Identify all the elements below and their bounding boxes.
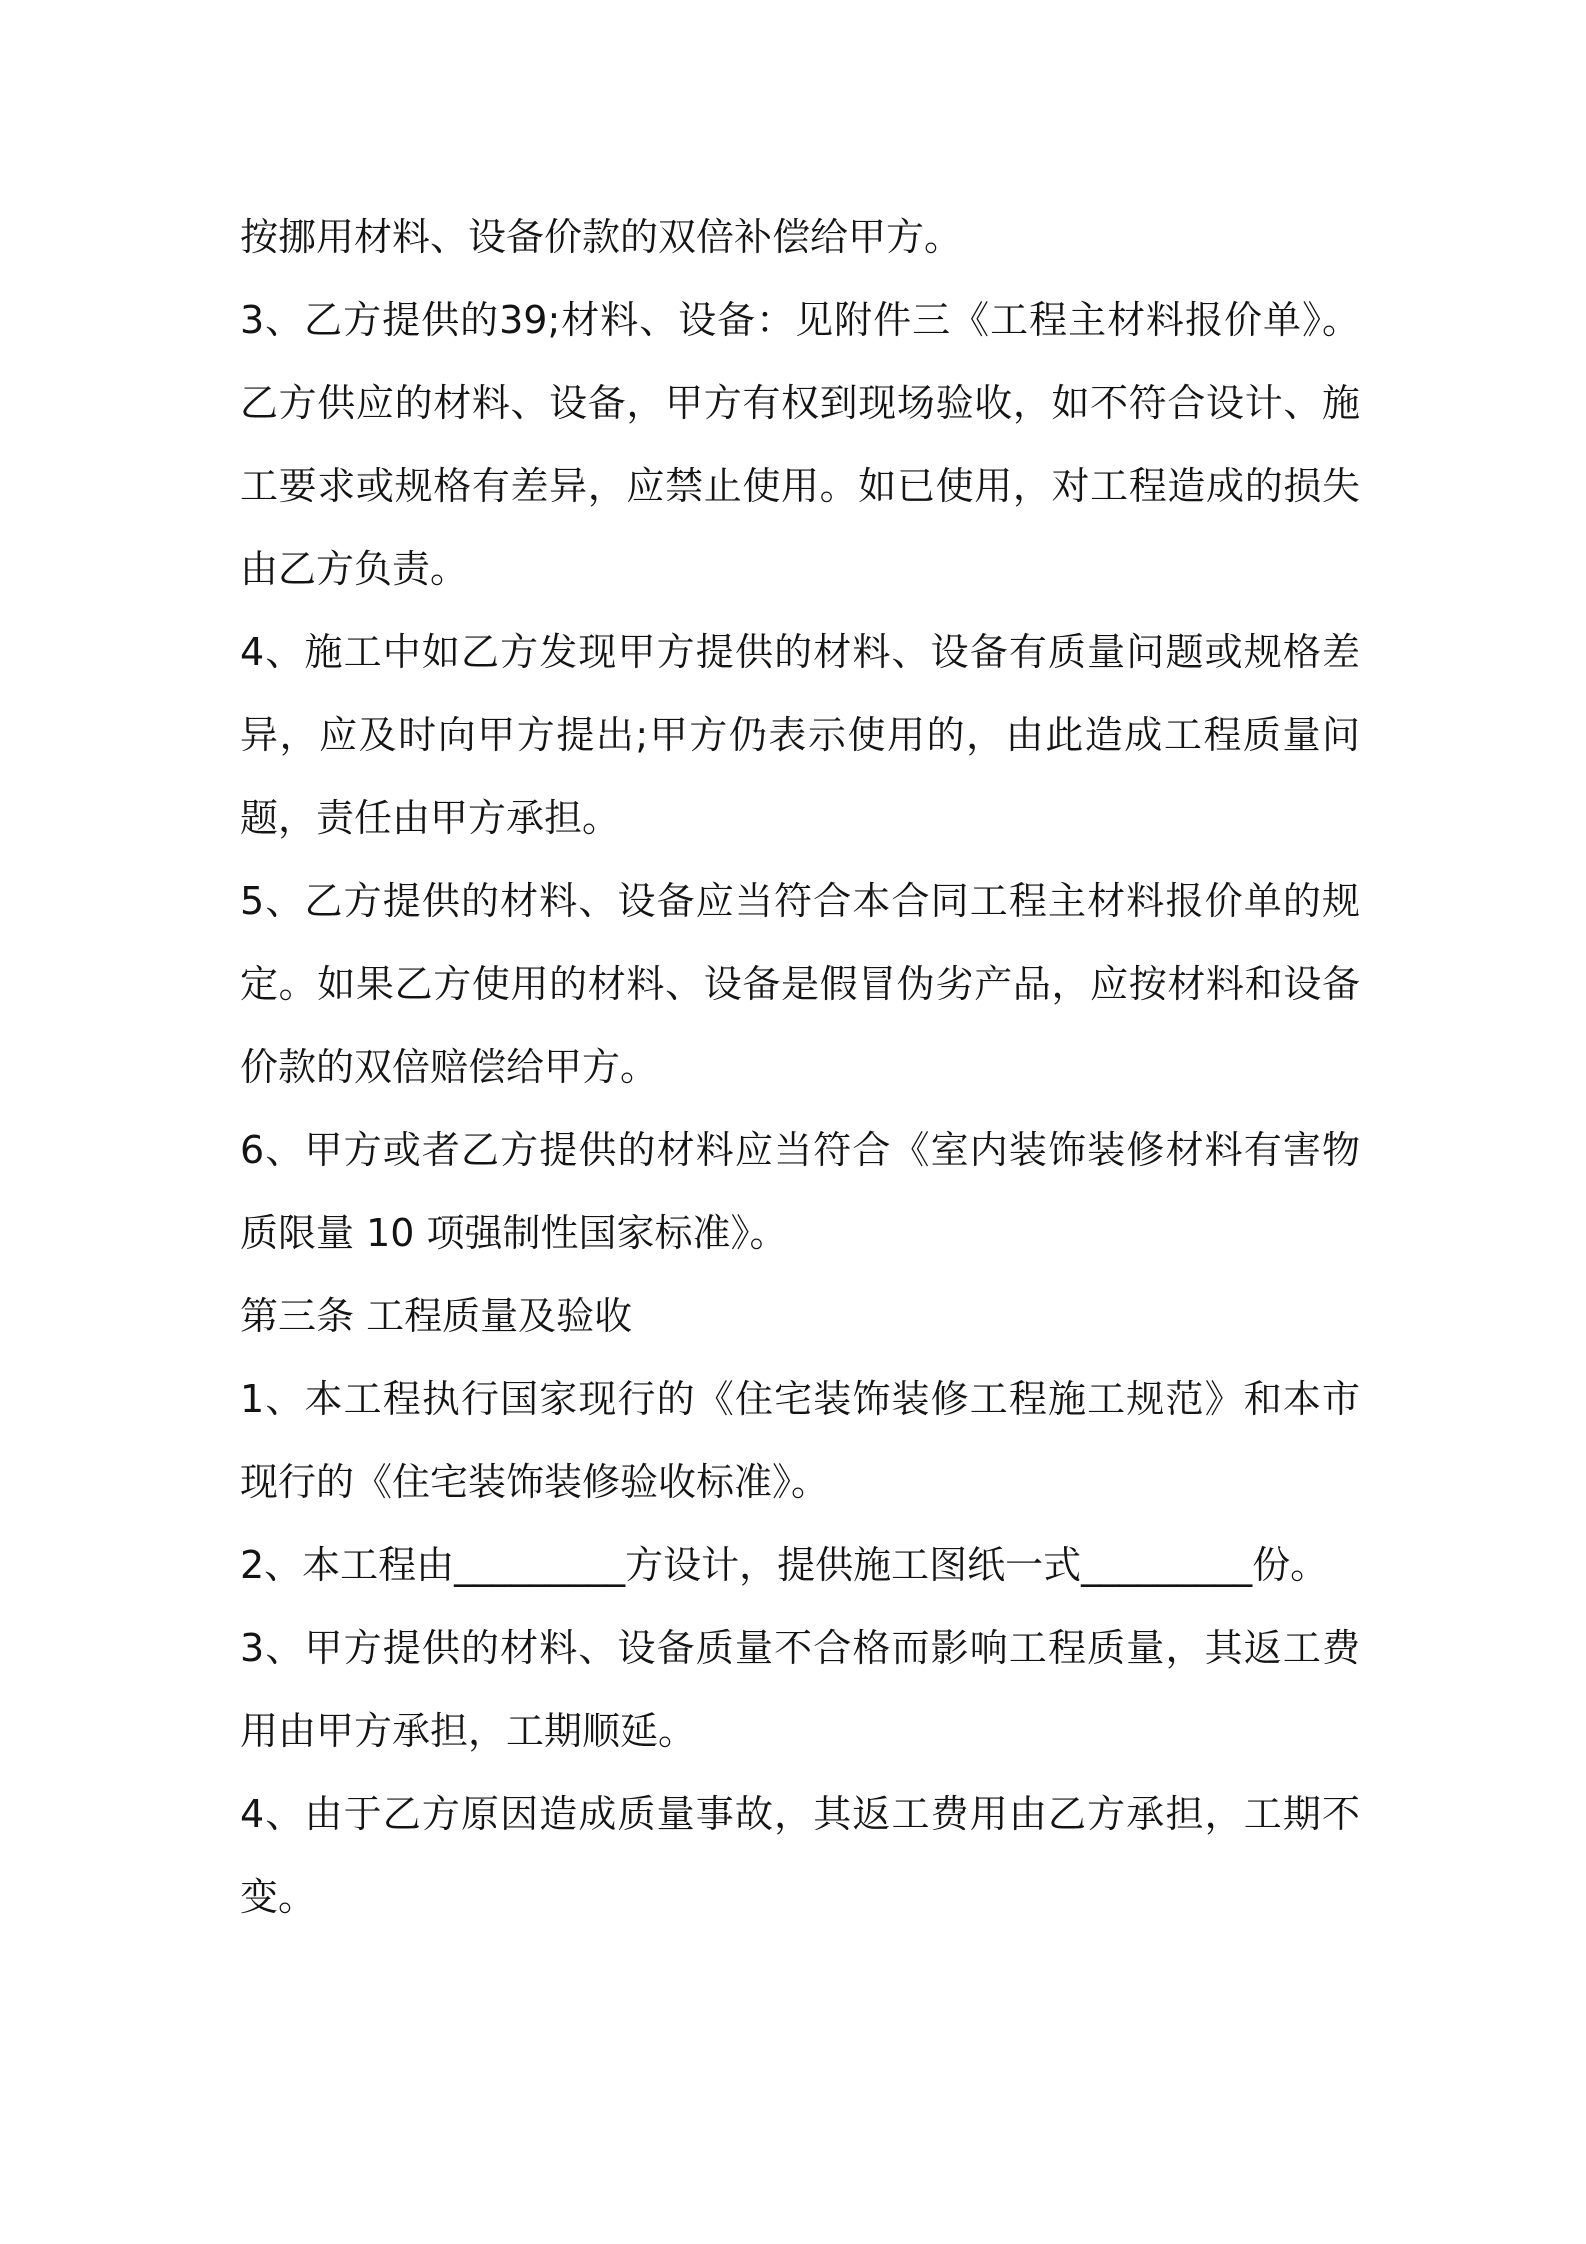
paragraph-construction-spec: 1、本工程执行国家现行的《住宅装饰装修工程施工规范》和本市现行的《住宅装饰装修验收标准》。 <box>240 1377 1360 1504</box>
paragraph-contractor-materials: 3、乙方提供的39;材料、设备：见附件三《工程主材料报价单》。乙方供应的材料、设备，甲方有权到现场验收，如不符合设计、施工要求或规格有差异，应禁止使用。如已使用，对工程造成的损失由乙方负责。 <box>240 298 1360 591</box>
paragraph-national-standard: 6、甲方或者乙方提供的材料应当符合《室内装饰装修材料有害物质限量 10 项强制性国家标准》。 <box>240 1128 1360 1255</box>
paragraph-quality-issues: 4、施工中如乙方发现甲方提供的材料、设备有质量问题或规格差异，应及时向甲方提出;甲方仍表示使用的，由此造成工程质量问题，责任由甲方承担。 <box>240 630 1360 840</box>
paragraph-material-standards: 5、乙方提供的材料、设备应当符合本合同工程主材料报价单的规定。如果乙方使用的材料、设备是假冒伪劣产品，应按材料和设备价款的双倍赔偿给甲方。 <box>240 879 1360 1089</box>
paragraph-contractor-rework: 4、由于乙方原因造成质量事故，其返工费用由乙方承担，工期不变。 <box>240 1792 1360 1919</box>
section-heading: 第三条 工程质量及验收 <box>240 1294 633 1338</box>
document-body <box>240 196 1360 1939</box>
paragraph-design-drawings: 2、本工程由_________方设计，提供施工图纸一式_________份。 <box>240 1543 1329 1587</box>
paragraph-double-compensation: 按挪用材料、设备价款的双倍补偿给甲方。 <box>240 215 963 259</box>
paragraph-owner-rework: 3、甲方提供的材料、设备质量不合格而影响工程质量，其返工费用由甲方承担，工期顺延。 <box>240 1626 1360 1753</box>
